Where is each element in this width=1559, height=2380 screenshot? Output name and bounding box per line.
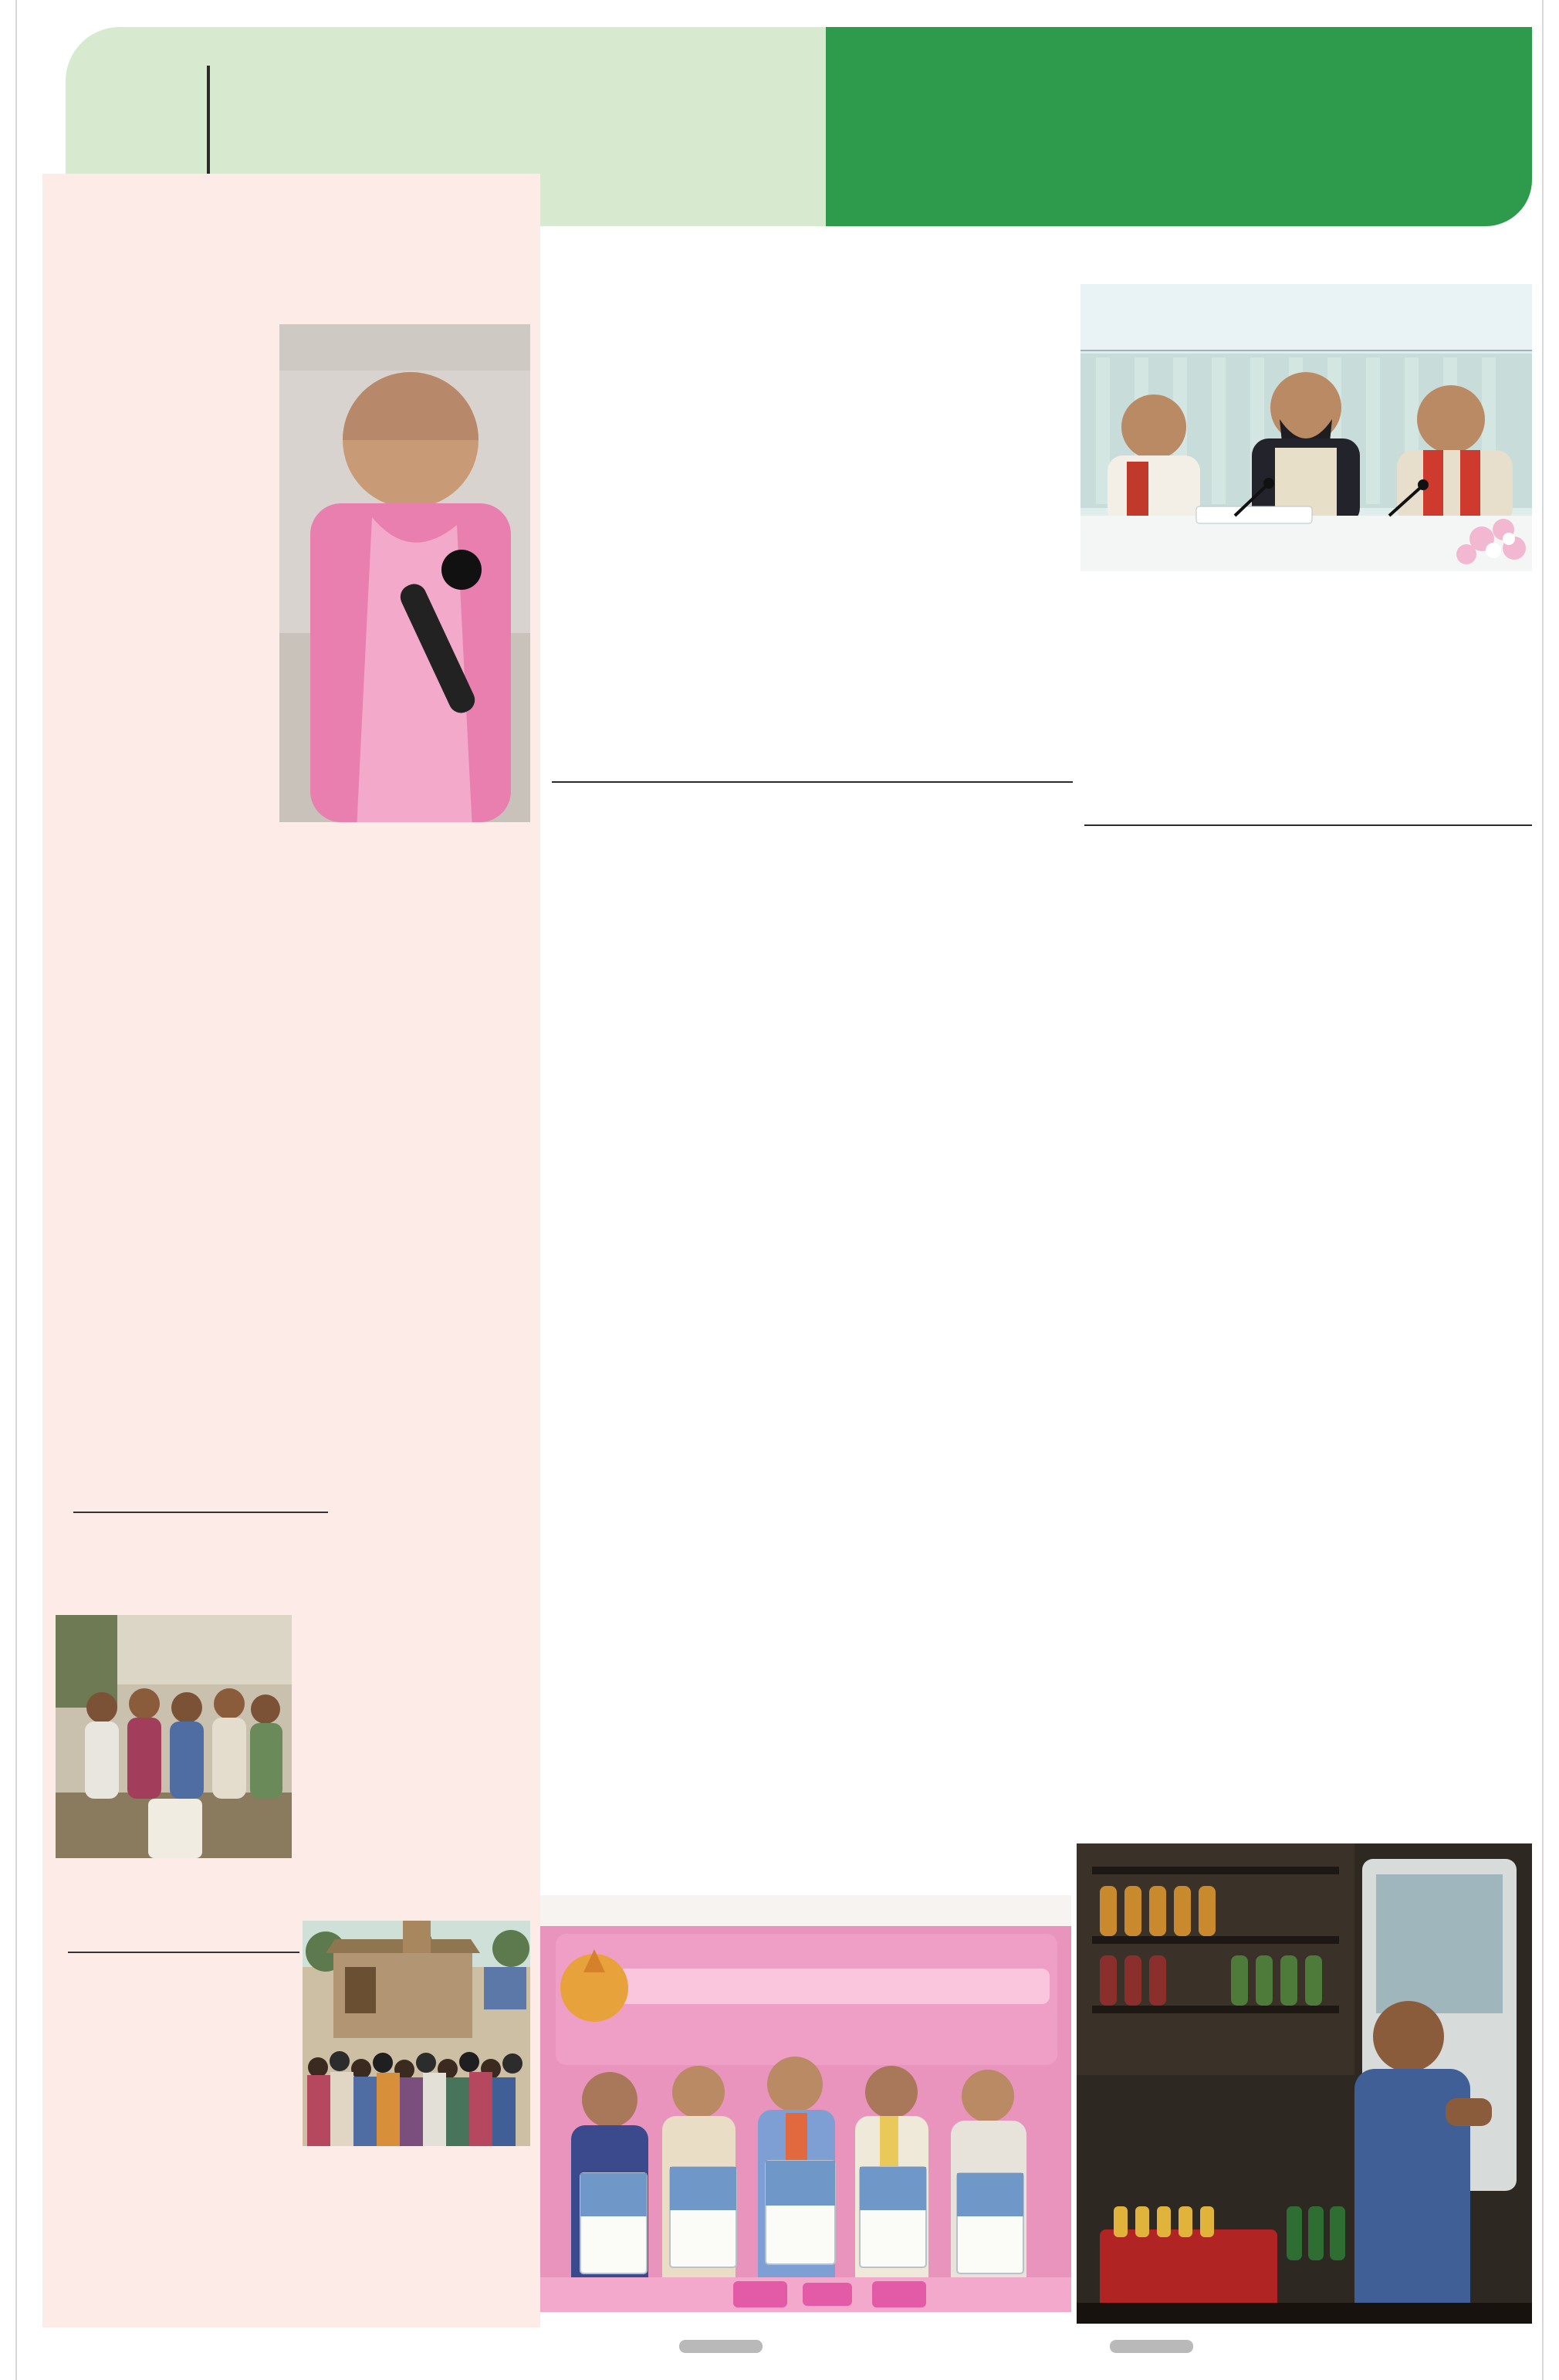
- liquor-column-2: [1326, 963, 1533, 1834]
- liquor-column-1: [1084, 1229, 1313, 1836]
- foundation-column-2: [303, 1548, 529, 1857]
- header-band-green: [826, 27, 1532, 226]
- harish-photo-graphic: [279, 324, 530, 822]
- temple-photo-graphic: [303, 1921, 530, 2146]
- registration-gray-bar-1: [679, 2340, 763, 2353]
- kcr-column-a: [62, 324, 269, 822]
- telangana-column-1: [552, 880, 805, 1884]
- photo-foundation-donation: [56, 1615, 292, 1858]
- photo-calendar-launch: [540, 1895, 1071, 2312]
- temple-column-2: [303, 2152, 529, 2321]
- liquor-photo-graphic: [1077, 1843, 1532, 2324]
- rule-telangana: [552, 781, 1073, 783]
- page-edge-right: [1542, 0, 1544, 2380]
- temple-dateline: [68, 1947, 299, 1953]
- photo-harish-rao: [279, 324, 530, 822]
- kcr-column-b: [62, 838, 286, 1447]
- brs-column-4: [1080, 581, 1300, 774]
- telangana-column-2: [818, 880, 1071, 1884]
- photo-temple-crowd: [303, 1921, 530, 2146]
- foundation-column-1: [62, 1548, 286, 1611]
- meeting-photo-graphic: [1080, 284, 1532, 571]
- temple-column-1: [62, 1986, 286, 2317]
- liquor-bullets: [1084, 963, 1316, 1218]
- foundation-photo-graphic: [56, 1615, 292, 1858]
- brs-column-5: [1312, 581, 1532, 774]
- brs-column-1: [552, 284, 719, 778]
- photo-liquor-shop: [1077, 1843, 1532, 2324]
- foundation-dateline: [73, 1507, 328, 1513]
- photo-ministers-meeting: [1080, 284, 1532, 571]
- page-edge-left: [15, 0, 17, 2380]
- registration-gray-bar-2: [1110, 2340, 1193, 2353]
- kcr-column-c: [303, 838, 529, 1447]
- rule-liquor: [1084, 824, 1532, 826]
- brs-column-2: [732, 284, 898, 778]
- calendar-photo-graphic: [540, 1895, 1071, 2312]
- brs-column-3: [911, 284, 1077, 778]
